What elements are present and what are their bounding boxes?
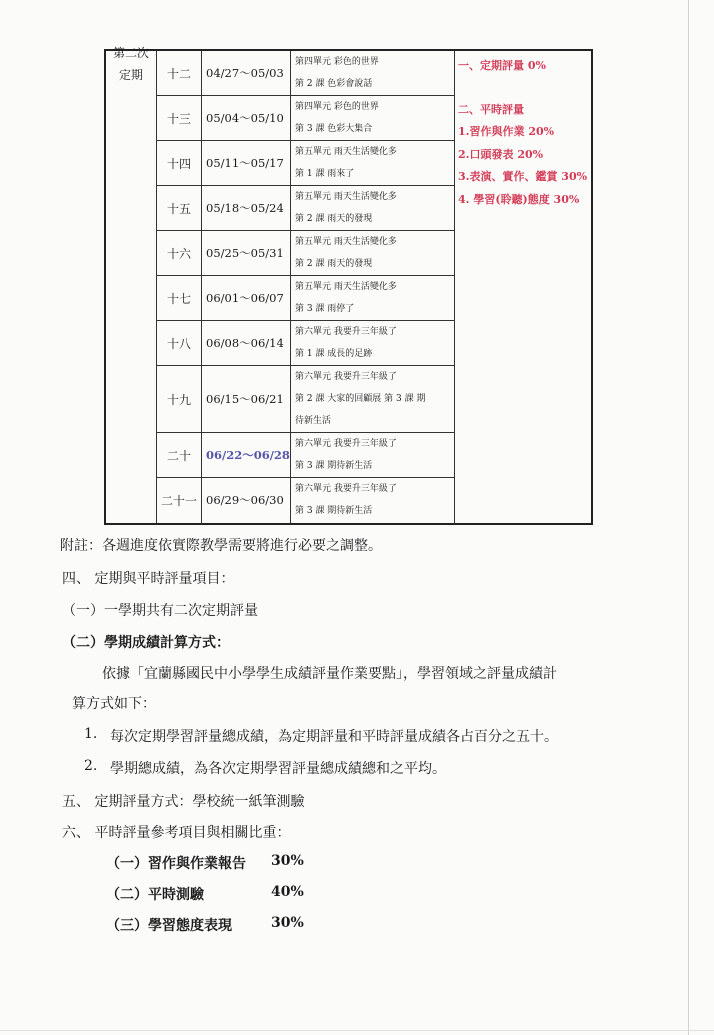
content-cell bbox=[291, 96, 455, 141]
lesson-text: 第 2 課 色彩會說話 bbox=[295, 79, 373, 89]
week-cell: 十八 bbox=[157, 321, 202, 366]
assessment-line: 2.口頭發表 20% bbox=[458, 147, 544, 161]
week-cell: 十五 bbox=[157, 186, 202, 231]
section4-point2-number: 2. bbox=[84, 758, 98, 774]
content-cell bbox=[291, 141, 455, 186]
lesson-text: 第 2 課 雨天的發現 bbox=[295, 214, 373, 224]
assessment-line: 1.習作與作業 20% bbox=[458, 125, 555, 138]
section6-item-label: （一）習作與作業報告 bbox=[106, 856, 246, 872]
unit-text: 第六單元 我要升三年級了 bbox=[295, 439, 397, 449]
note-text: 附註：各週進度依實際教學需要將進行必要之調整。 bbox=[60, 538, 382, 554]
section5-title: 五、 定期評量方式：學校統一紙筆測驗 bbox=[62, 794, 305, 810]
page-edge-bottom bbox=[0, 1030, 714, 1031]
content-cell bbox=[291, 186, 455, 231]
section6-item-pct: 30% bbox=[271, 853, 304, 869]
date-cell: 06/29～06/30 bbox=[202, 478, 291, 524]
section6-item-pct: 40% bbox=[271, 884, 304, 900]
section4-item1: （一）一學期共有二次定期評量 bbox=[62, 603, 258, 619]
date-cell-highlighted: 06/22～06/28 bbox=[202, 433, 291, 478]
unit-text: 第五單元 雨天生活變化多 bbox=[295, 282, 397, 292]
section4-item2: （二）學期成績計算方式： bbox=[62, 635, 230, 651]
section4-point2: 學期總成績，為各次定期學習評量總成績總和之平均。 bbox=[110, 761, 446, 777]
unit-text: 第五單元 雨天生活變化多 bbox=[295, 192, 397, 202]
unit-text: 第六單元 我要升三年級了 bbox=[295, 327, 397, 337]
section6-item-label: （三）學習態度表現 bbox=[106, 918, 232, 934]
content-cell bbox=[291, 50, 455, 96]
unit-text: 第六單元 我要升三年級了 bbox=[295, 484, 397, 495]
date-cell: 04/27～05/03 bbox=[202, 50, 291, 96]
content-cell bbox=[291, 276, 455, 321]
week-cell: 十九 bbox=[157, 366, 202, 433]
week-cell: 二十 bbox=[157, 433, 202, 478]
section6-item-label: （二）平時測驗 bbox=[106, 887, 204, 903]
assessment-line: 二、平時評量 bbox=[458, 102, 524, 116]
unit-text: 第五單元 雨天生活變化多 bbox=[295, 147, 397, 157]
week-cell: 二十一 bbox=[157, 478, 202, 524]
unit-text: 第六單元 我要升三年級了 bbox=[295, 372, 397, 382]
date-cell: 05/18～05/24 bbox=[202, 186, 291, 231]
lesson-text: 第 3 課 雨停了 bbox=[295, 304, 355, 314]
table-row bbox=[105, 50, 592, 96]
assessment-line: 4. 學習(聆聽)態度 30% bbox=[458, 192, 580, 206]
section4-paragraph: 算方式如下： bbox=[72, 696, 156, 712]
section4-title: 四、 定期與平時評量項目： bbox=[62, 571, 235, 587]
date-cell: 05/04～05/10 bbox=[202, 96, 291, 141]
content-cell bbox=[291, 321, 455, 366]
period-cell bbox=[105, 45, 157, 524]
assessment-cell bbox=[455, 50, 593, 524]
lesson-text: 待新生活 bbox=[295, 416, 332, 426]
unit-text: 第四單元 彩色的世界 bbox=[295, 57, 379, 67]
section6-item-pct: 30% bbox=[271, 915, 304, 931]
content-cell bbox=[291, 366, 455, 433]
lesson-text: 第 3 課 期待新生活 bbox=[295, 506, 373, 517]
page-edge bbox=[688, 0, 689, 1035]
unit-text: 第五單元 雨天生活變化多 bbox=[295, 237, 397, 247]
week-cell: 十三 bbox=[157, 96, 202, 141]
lesson-text: 第 1 課 雨來了 bbox=[295, 169, 355, 179]
assessment-line: 3.表演、實作、鑑賞 30% bbox=[458, 170, 588, 183]
period-label: 第二次 bbox=[112, 45, 149, 60]
section4-point1-number: 1. bbox=[84, 726, 98, 742]
lesson-text: 第 1 課 成長的足跡 bbox=[295, 349, 373, 359]
date-cell: 06/08～06/14 bbox=[202, 321, 291, 366]
lesson-text: 第 3 課 期待新生活 bbox=[295, 461, 373, 471]
date-cell: 05/25～05/31 bbox=[202, 231, 291, 276]
content-cell bbox=[291, 433, 455, 478]
unit-text: 第四單元 彩色的世界 bbox=[295, 102, 379, 112]
week-cell: 十二 bbox=[157, 50, 202, 96]
lesson-text: 第 2 課 雨天的發現 bbox=[295, 259, 373, 269]
date-cell: 06/15～06/21 bbox=[202, 366, 291, 433]
week-cell: 十七 bbox=[157, 276, 202, 321]
content-cell bbox=[291, 231, 455, 276]
lesson-text: 第 2 課 大家的回顧展 第 3 課 期 bbox=[295, 394, 426, 404]
week-cell: 十六 bbox=[157, 231, 202, 276]
lesson-text: 第 3 課 色彩大集合 bbox=[295, 124, 373, 134]
section4-paragraph: 依據「宜蘭縣國民中小學學生成績評量作業要點」，學習領域之評量成績計 bbox=[102, 666, 557, 682]
content-cell bbox=[291, 478, 455, 524]
assessment-line: 一、定期評量 0% bbox=[458, 59, 546, 72]
section6-title: 六、 平時評量參考項目與相關比重： bbox=[62, 825, 291, 841]
week-cell: 十四 bbox=[157, 141, 202, 186]
schedule-table bbox=[104, 45, 593, 525]
section4-point1: 每次定期學習評量總成績，為定期評量和平時評量成績各占百分之五十。 bbox=[110, 729, 558, 745]
date-cell: 05/11～05/17 bbox=[202, 141, 291, 186]
period-label: 定期 bbox=[118, 67, 143, 82]
date-cell: 06/01～06/07 bbox=[202, 276, 291, 321]
